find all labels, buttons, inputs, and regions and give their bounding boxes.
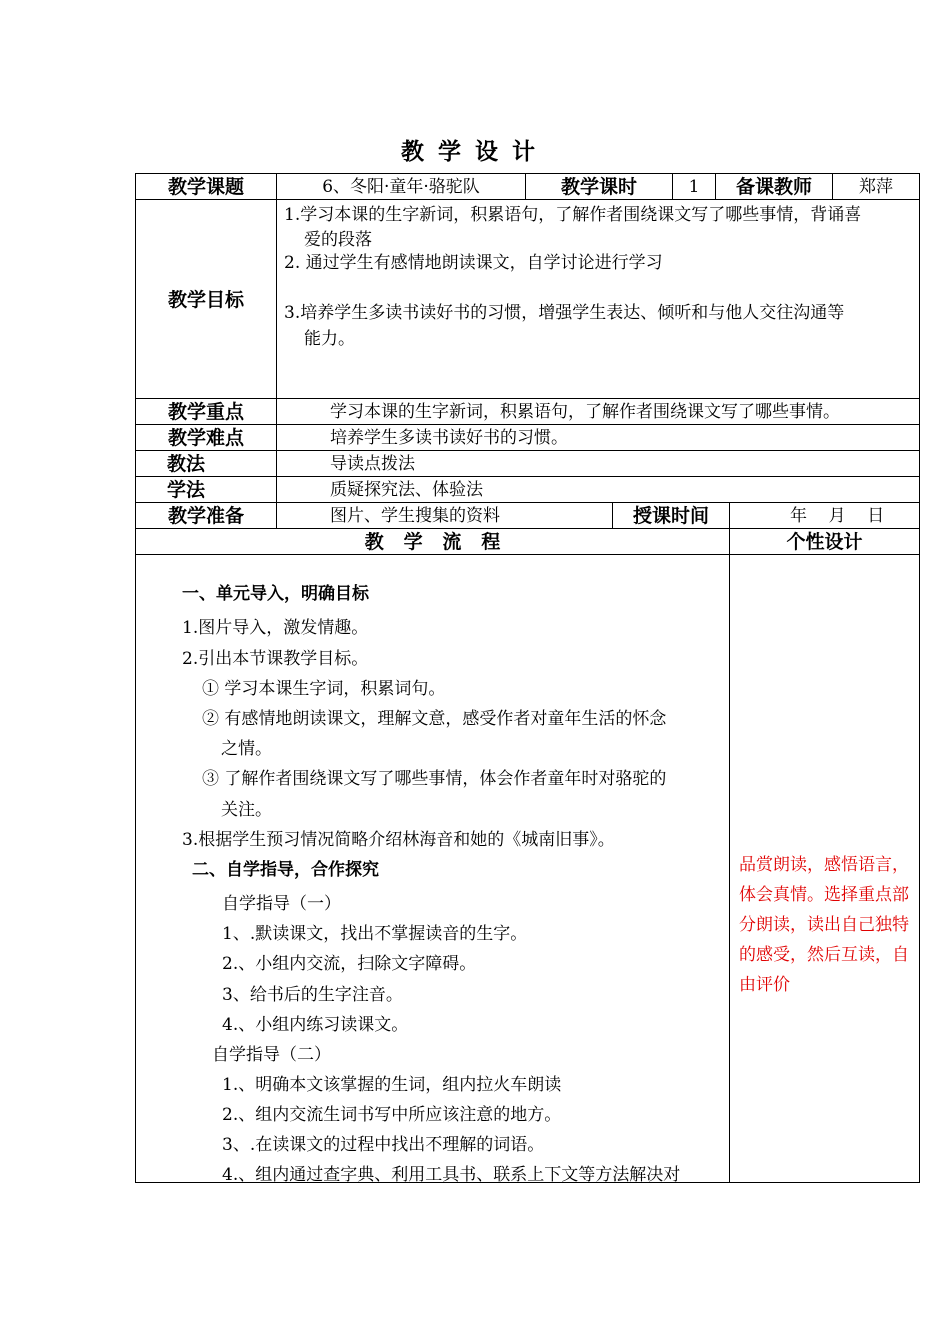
table-border-right xyxy=(919,173,920,1183)
column-divider xyxy=(729,502,730,1183)
flow-step: ② 有感情地朗读课文，理解文意，感受作者对童年生活的怀念 xyxy=(202,709,667,729)
section-1-heading: 一、单元导入，明确目标 xyxy=(182,584,369,604)
teach-method-label: 教法 xyxy=(167,453,206,475)
time-value: 年 月 日 xyxy=(790,506,885,526)
topic-value: 6、冬阳·童年·骆驼队 xyxy=(322,177,480,197)
key-point-label: 教学重点 xyxy=(167,401,244,423)
page-title: 教学设计 xyxy=(401,139,549,165)
flow-step: ③ 了解作者围绕课文写了哪些事情，体会作者童年时对骆驼的 xyxy=(202,769,667,789)
objectives-content xyxy=(284,200,916,396)
flow-step: 1、.默读课文，找出不掌握读音的生字。 xyxy=(222,924,528,944)
flow-header: 教 学 流 程 xyxy=(364,531,501,553)
objective-2: 2. 通过学生有感情地朗读课文，自学讨论进行学习 xyxy=(284,253,663,273)
flow-step: 之情。 xyxy=(221,739,272,759)
flow-step: 关注。 xyxy=(221,800,272,820)
objective-1-cont: 爱的段落 xyxy=(304,230,372,250)
prep-label: 教学准备 xyxy=(167,505,244,527)
flow-step: 2.、小组内交流，扫除文字障碍。 xyxy=(222,954,477,974)
section-2-heading: 二、自学指导，合作探究 xyxy=(192,860,379,880)
guide-1-heading: 自学指导（一） xyxy=(222,894,341,914)
flow-step: 4.、组内通过查字典、利用工具书、联系上下文等方法解决对 xyxy=(222,1165,681,1185)
design-note: 品赏朗读，感悟语言，体会真情。选择重点部分朗读，读出自己独特的感受，然后互读，自由评价 xyxy=(739,855,909,995)
difficulty-label: 教学难点 xyxy=(167,427,244,449)
teacher-value: 郑萍 xyxy=(859,177,893,197)
difficulty-value: 培养学生多读书读好书的习惯。 xyxy=(330,428,568,448)
flow-step: 4.、小组内练习读课文。 xyxy=(222,1015,409,1035)
key-point-value: 学习本课的生字新词，积累语句，了解作者围绕课文写了哪些事情。 xyxy=(330,402,840,422)
objective-3-cont: 能力。 xyxy=(304,329,355,349)
hours-label: 教学课时 xyxy=(560,176,637,198)
time-label: 授课时间 xyxy=(632,505,709,527)
teacher-label: 备课教师 xyxy=(735,176,812,198)
design-header: 个性设计 xyxy=(786,531,863,553)
learn-method-value: 质疑探究法、体验法 xyxy=(330,480,483,500)
topic-label: 教学课题 xyxy=(167,176,244,198)
flow-step: 1.图片导入，激发情趣。 xyxy=(182,618,369,638)
teach-method-value: 导读点拨法 xyxy=(330,454,415,474)
flow-step: 3.根据学生预习情况简略介绍林海音和她的《城南旧事》。 xyxy=(182,830,615,850)
flow-step: ① 学习本课生字词，积累词句。 xyxy=(202,679,446,699)
column-divider xyxy=(276,173,277,529)
row-divider xyxy=(135,476,920,477)
prep-value: 图片、学生搜集的资料 xyxy=(330,506,500,526)
objective-1: 1.学习本课的生字新词，积累语句，了解作者围绕课文写了哪些事情，背诵喜 xyxy=(284,205,862,225)
flow-step: 2.、组内交流生词书写中所应该注意的地方。 xyxy=(222,1105,562,1125)
flow-step: 3、.在读课文的过程中找出不理解的词语。 xyxy=(222,1135,545,1155)
flow-step: 1.、明确本文该掌握的生词，组内拉火车朗读 xyxy=(222,1075,562,1095)
hours-value: 1 xyxy=(688,177,700,197)
objectives-label: 教学目标 xyxy=(167,289,244,311)
objective-3: 3.培养学生多读书读好书的习惯，增强学生表达、倾听和与他人交往沟通等 xyxy=(284,303,845,323)
table-border-left xyxy=(135,173,136,1183)
learn-method-label: 学法 xyxy=(167,479,206,501)
flow-step: 3、给书后的生字注音。 xyxy=(222,985,403,1005)
guide-2-heading: 自学指导（二） xyxy=(212,1045,331,1065)
flow-step: 2.引出本节课教学目标。 xyxy=(182,649,369,669)
